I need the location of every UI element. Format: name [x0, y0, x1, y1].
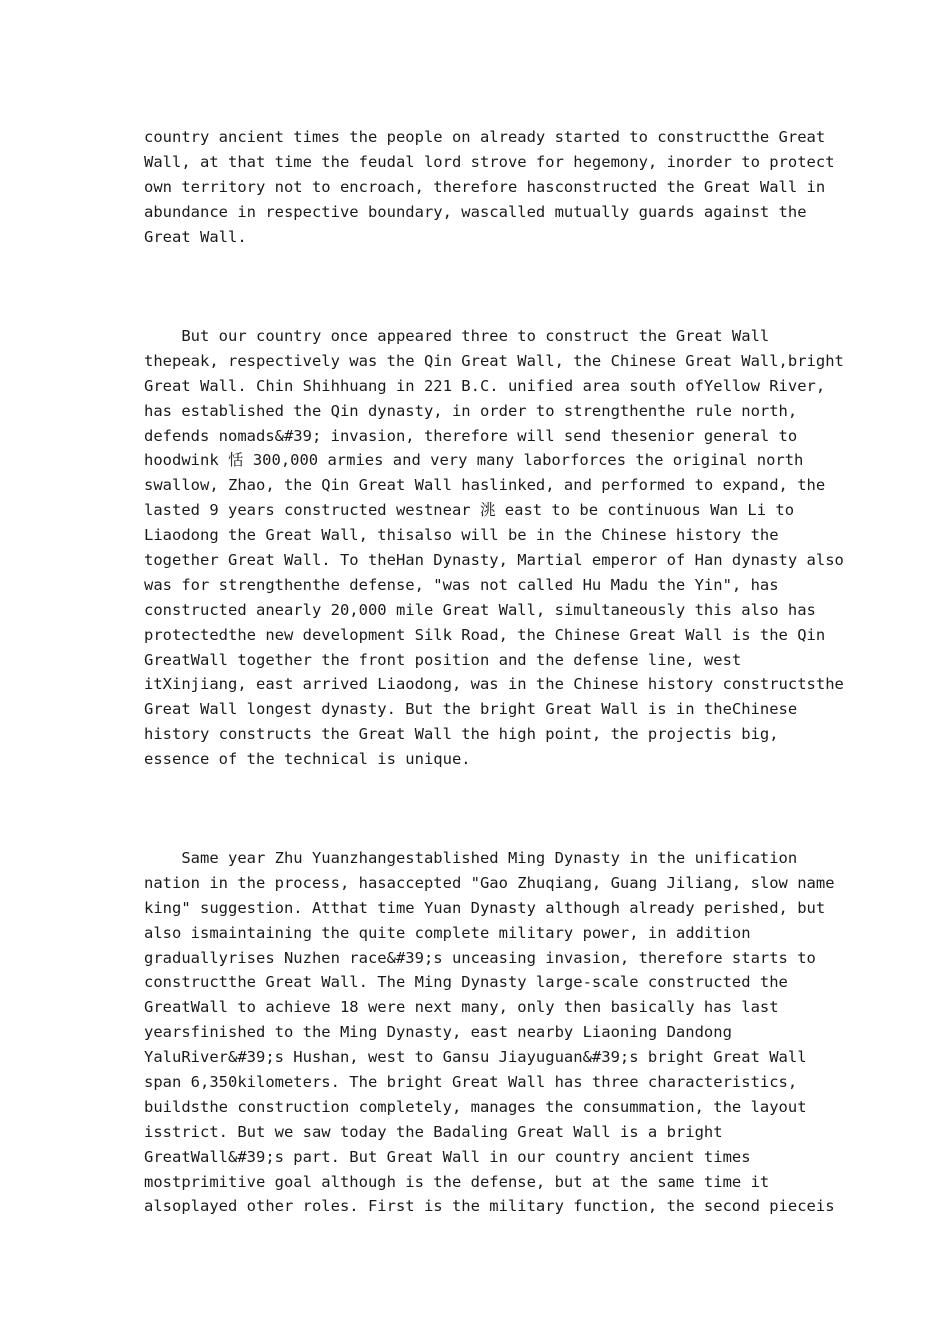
text-line: abundance in respective boundary, wascalled mutually guards against the	[144, 202, 807, 221]
text-line: itXinjiang, east arrived Liaodong, was in the Chinese history constructsthe	[144, 675, 844, 694]
text-line: has established the Qin dynasty, in order to strengthenthe rule north,	[144, 401, 798, 420]
text-line: Great Wall longest dynasty. But the bright Great Wall is in theChinese	[144, 700, 798, 719]
text-line: span 6,350kilometers. The bright Great Wall has three characteristics,	[144, 1073, 798, 1092]
text-line: history constructs the Great Wall the high point, the projectis big,	[144, 725, 779, 744]
paragraph	[144, 324, 844, 772]
text-line: lasted 9 years constructed westnear 洮 east to be continuous Wan Li to	[144, 501, 795, 520]
text-line: YaluRiver&#39;s Hushan, west to Gansu Jiayuguan&#39;s bright Great Wall	[144, 1048, 807, 1067]
text-line: essence of the technical is unique.	[144, 750, 471, 769]
text-line: together Great Wall. To theHan Dynasty, Martial emperor of Han dynasty also	[144, 551, 844, 570]
text-line: constructed anearly 20,000 mile Great Wall, simultaneously this also has	[144, 600, 816, 619]
text-line: GreatWall to achieve 18 were next many, only then basically has last	[144, 998, 779, 1017]
text-line: GreatWall together the front position and the defense line, west	[144, 650, 742, 669]
text-line: isstrict. But we saw today the Badaling Great Wall is a bright	[144, 1122, 723, 1141]
text-line: was for strengthenthe defense, "was not called Hu Madu the Yin", has	[144, 575, 779, 594]
text-line: also ismaintaining the quite complete military power, in addition	[144, 923, 751, 942]
text-line: own territory not to encroach, therefore hasconstructed the Great Wall in	[144, 177, 826, 196]
paragraph	[144, 125, 835, 249]
text-line: buildsthe construction completely, manages the consummation, the layout	[144, 1097, 807, 1116]
text-line: Great Wall. Chin Shihhuang in 221 B.C. unified area south ofYellow River,	[144, 376, 826, 395]
text-line: GreatWall&#39;s part. But Great Wall in our country ancient times	[144, 1147, 751, 1166]
text-line: yearsfinished to the Ming Dynasty, east nearby Liaoning Dandong	[144, 1023, 732, 1042]
text-line: country ancient times the people on already started to constructthe Great	[144, 128, 826, 146]
text-line: alsoplayed other roles. First is the military function, the second pieceis	[144, 1197, 835, 1216]
text-line: Great Wall.	[144, 227, 247, 246]
text-line: But our country once appeared three to construct the Great Wall	[144, 327, 770, 345]
text-line: thepeak, respectively was the Qin Great Wall, the Chinese Great Wall,bright	[144, 351, 844, 370]
text-line: hoodwink 恬 300,000 armies and very many laborforces the original north	[144, 451, 804, 470]
text-line: swallow, Zhao, the Qin Great Wall haslinked, and performed to expand, the	[144, 476, 826, 495]
paragraph	[144, 846, 835, 1219]
text-line: defends nomads&#39; invasion, therefore will send thesenior general to	[144, 426, 798, 445]
text-line: nation in the process, hasaccepted "Gao Zhuqiang, Guang Jiliang, slow name	[144, 873, 835, 892]
text-line: protectedthe new development Silk Road, the Chinese Great Wall is the Qin	[144, 625, 826, 644]
text-line: Same year Zhu Yuanzhangestablished Ming Dynasty in the unification	[144, 849, 798, 867]
text-line: mostprimitive goal although is the defense, but at the same time it	[144, 1172, 770, 1191]
text-line: constructthe Great Wall. The Ming Dynasty large-scale constructed the	[144, 973, 788, 992]
text-line: Liaodong the Great Wall, thisalso will be in the Chinese history the	[144, 526, 779, 545]
text-line: king" suggestion. Atthat time Yuan Dynasty although already perished, but	[144, 898, 826, 917]
text-line: graduallyrises Nuzhen race&#39;s unceasing invasion, therefore starts to	[144, 948, 816, 967]
text-line: Wall, at that time the feudal lord strove for hegemony, inorder to protect	[144, 152, 835, 171]
